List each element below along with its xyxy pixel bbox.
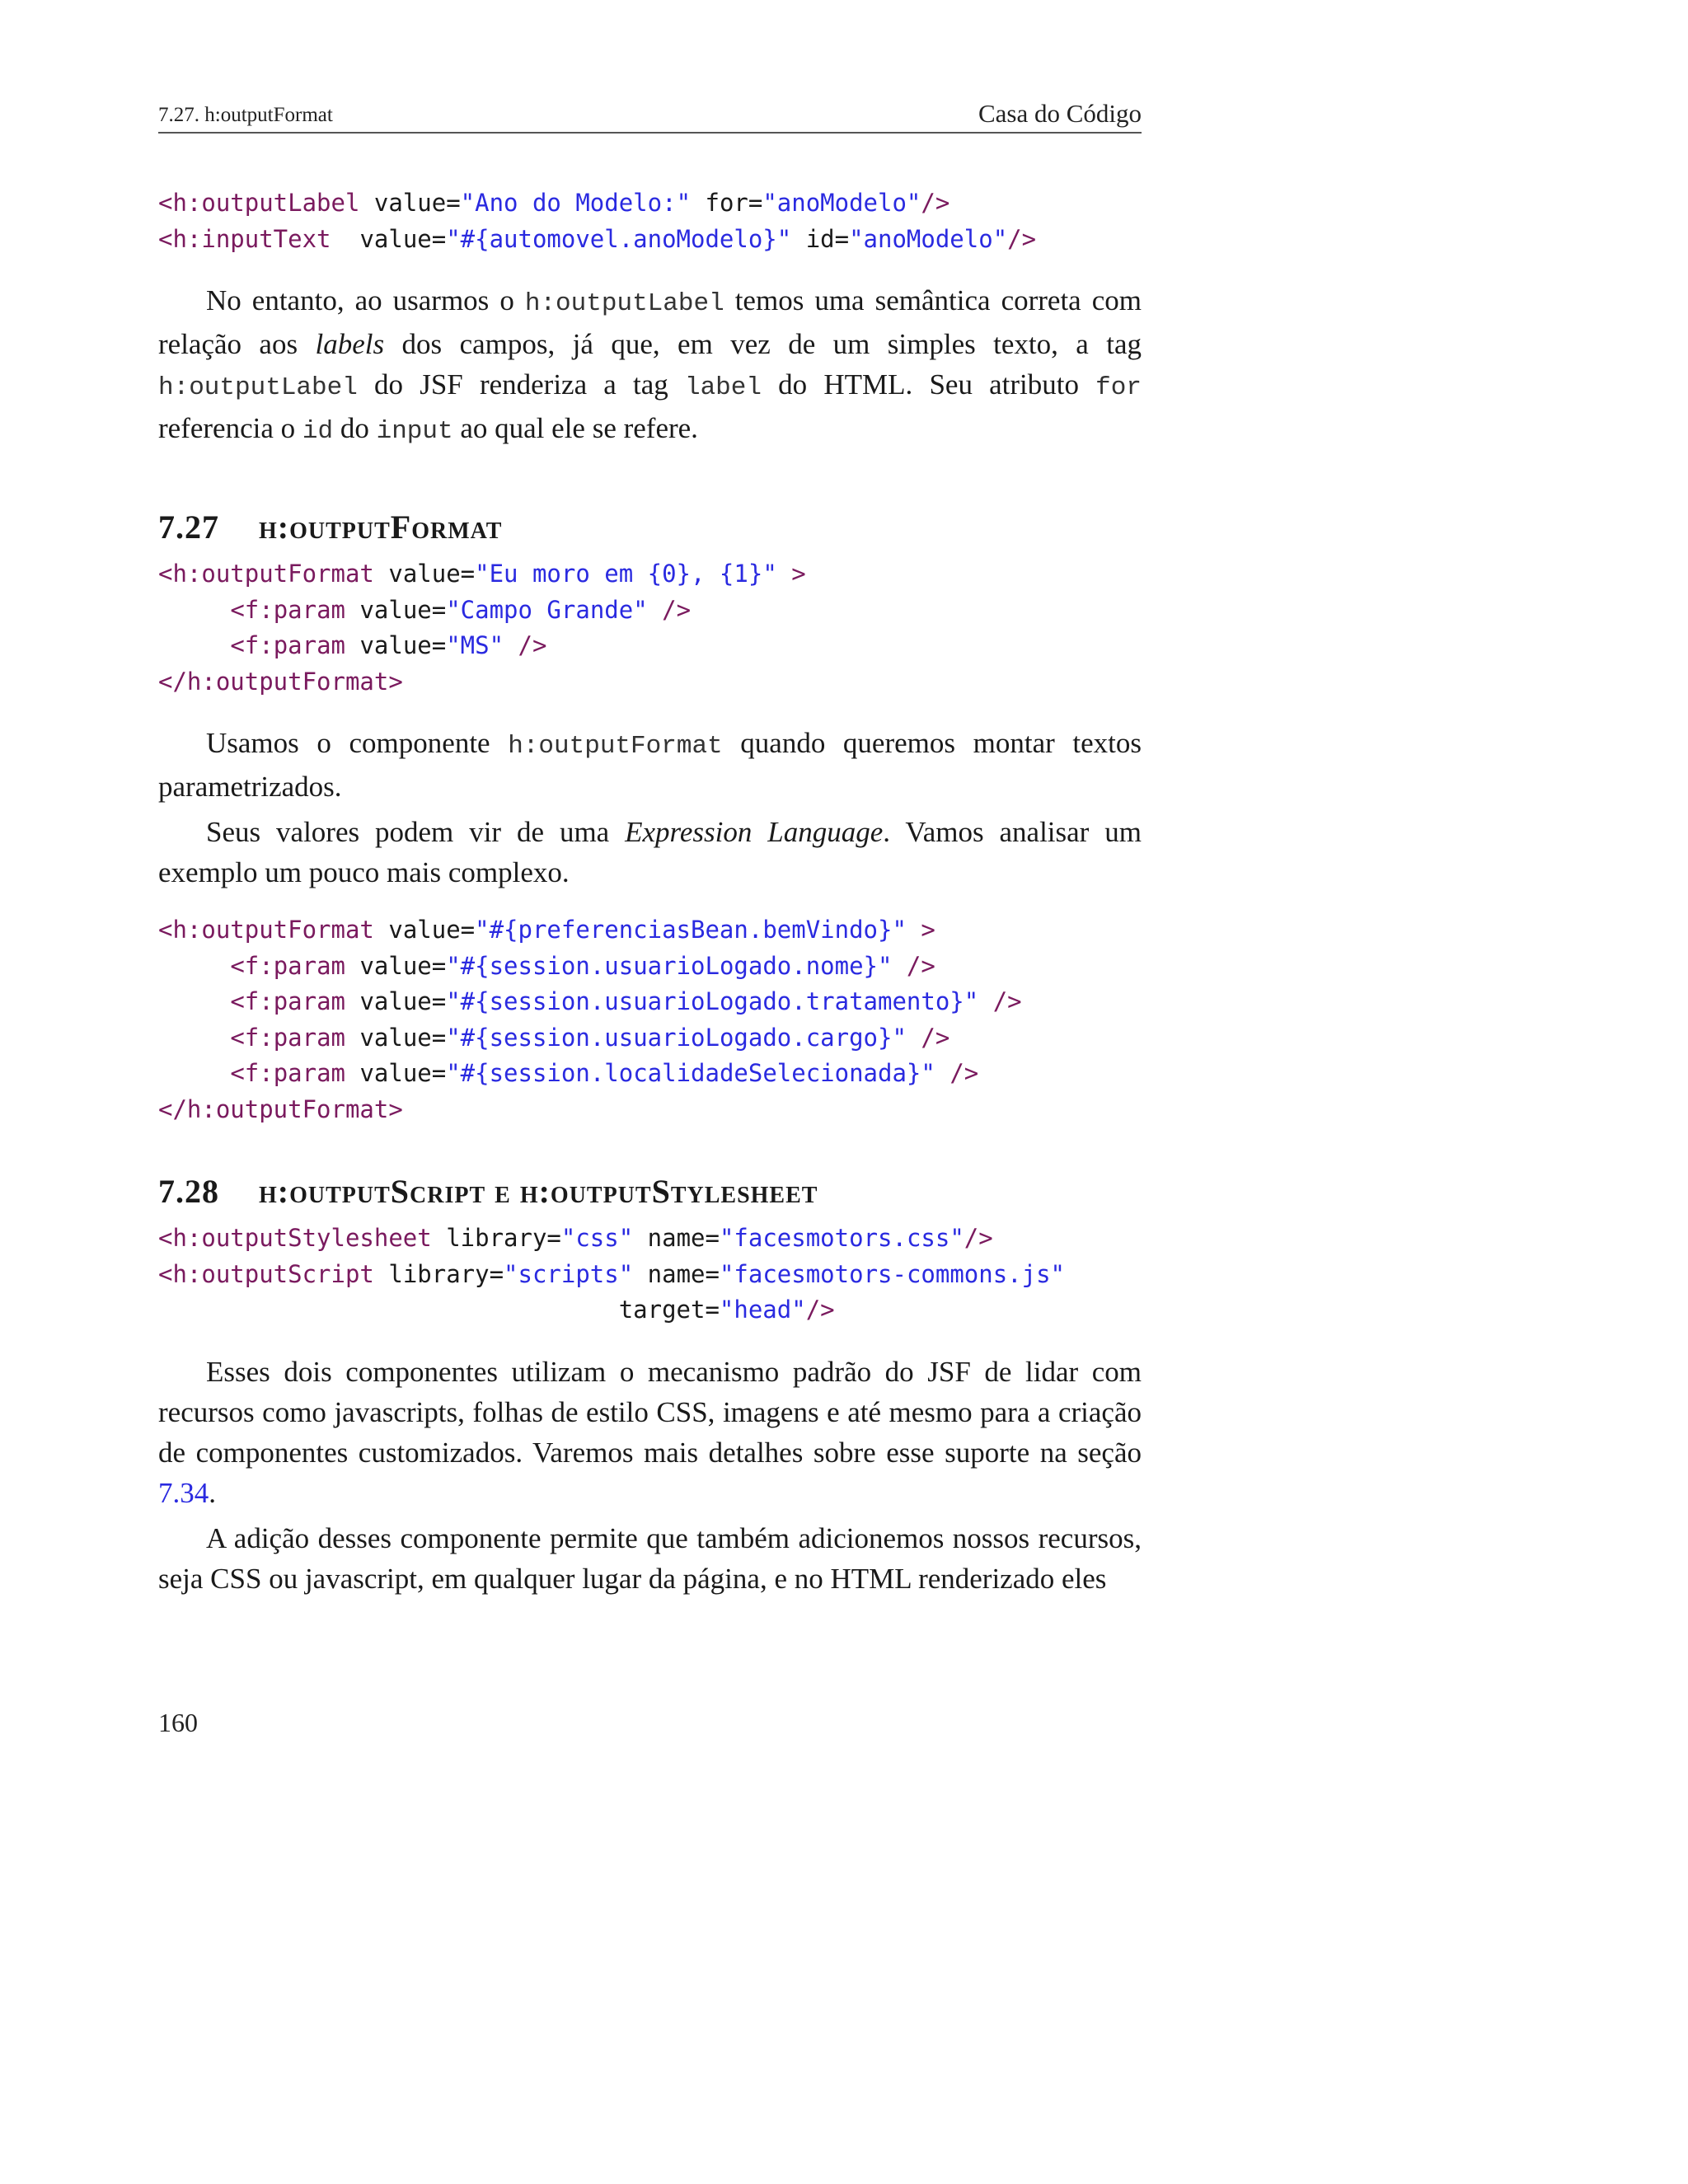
code-token: /> xyxy=(662,595,692,624)
paragraph-output-format-intro: Usamos o componente h:outputFormat quando queremos montar textos parametrizados. xyxy=(158,727,1142,803)
code-block-output-script xyxy=(158,1221,1142,1329)
inline-code: h:outputLabel xyxy=(524,289,724,318)
code-token: value= xyxy=(359,951,447,980)
code-token: /> xyxy=(805,1296,835,1324)
emphasis: labels xyxy=(315,328,385,360)
section-reference-link[interactable]: 7.34 xyxy=(158,1476,209,1509)
code-token: id= xyxy=(805,224,850,253)
code-token: /> xyxy=(950,1059,979,1087)
code-token: <f:param xyxy=(230,951,360,980)
inline-code: input xyxy=(376,417,453,446)
code-token: value= xyxy=(359,1023,447,1052)
code-token: target= xyxy=(618,1296,720,1324)
code-block-output-format xyxy=(158,556,1142,700)
code-line xyxy=(158,1095,403,1123)
inline-code: id xyxy=(302,417,334,446)
running-header-section: 7.27. h:outputFormat xyxy=(158,104,333,126)
code-token: value= xyxy=(359,595,447,624)
code-token: "Eu moro em {0}, {1}" xyxy=(475,560,792,588)
code-token: "MS" xyxy=(446,631,518,659)
paragraph-resources-placement: A adição desses componente permite que também adicionemos nossos recursos, seja CSS ou javascript, em qualquer lugar da página, e no HTML renderizado eles xyxy=(158,1521,1142,1595)
code-token: "scripts" xyxy=(504,1259,648,1288)
code-token: value= xyxy=(359,224,447,253)
page-content xyxy=(158,185,1142,1599)
code-token: > xyxy=(791,560,806,588)
code-token: "#{session.usuarioLogado.nome}" xyxy=(446,951,907,980)
code-token: /> xyxy=(964,1224,993,1252)
code-token: "css" xyxy=(560,1224,648,1252)
code-token: for= xyxy=(705,189,763,217)
code-token xyxy=(158,596,230,624)
code-line xyxy=(158,1296,835,1324)
code-token: "#{automovel.anoModelo}" xyxy=(446,224,806,253)
code-token: "Campo Grande" xyxy=(446,595,663,624)
code-token: <h:outputFormat xyxy=(158,560,389,588)
code-token: "#{preferenciasBean.bemVindo}" xyxy=(475,916,921,944)
code-line xyxy=(158,225,1036,253)
code-token: "#{session.localidadeSelecionada}" xyxy=(446,1059,950,1087)
paragraph-output-label: No entanto, ao usarmos o h:outputLabel temos uma semântica correta com relação aos labels dos campos, já que, em vez de um simples texto, a tag h:outputLabel do JSF renderiza a tag label do HTML. Seu atributo for referencia o id do input ao qual ele se refere. xyxy=(158,284,1142,446)
inline-code: for xyxy=(1095,373,1142,402)
section-number: 7.27 xyxy=(158,509,219,546)
running-header-publisher: Casa do Código xyxy=(978,99,1142,128)
code-line xyxy=(158,596,691,624)
code-token: library= xyxy=(446,1224,561,1252)
code-line xyxy=(158,189,950,217)
inline-code: label xyxy=(684,373,762,402)
code-token: /> xyxy=(921,189,950,217)
code-token: /> xyxy=(921,1023,950,1052)
section-heading-7-28 xyxy=(158,1172,1142,1211)
code-line xyxy=(158,952,935,980)
code-token xyxy=(158,987,230,1015)
code-line xyxy=(158,916,935,944)
code-token: <f:param xyxy=(230,987,360,1015)
code-token: > xyxy=(921,916,935,944)
section-heading-7-27 xyxy=(158,508,1142,546)
code-block-output-format-el xyxy=(158,912,1142,1127)
code-token: "#{session.usuarioLogado.cargo}" xyxy=(446,1023,921,1052)
code-token: value= xyxy=(388,560,476,588)
code-line xyxy=(158,668,403,696)
code-token: "#{session.usuarioLogado.tratamento}" xyxy=(446,987,993,1015)
code-line xyxy=(158,1059,978,1087)
code-token: </h:outputFormat> xyxy=(158,667,403,696)
code-block-output-label xyxy=(158,185,1142,257)
page-number: 160 xyxy=(158,1708,198,1737)
code-token: /> xyxy=(906,951,935,980)
code-token: library= xyxy=(388,1259,504,1288)
inline-code: h:outputLabel xyxy=(158,373,358,402)
code-token: value= xyxy=(359,987,447,1015)
code-line xyxy=(158,1024,950,1052)
code-token: <h:inputText xyxy=(158,224,360,253)
code-token: <h:outputFormat xyxy=(158,916,389,944)
code-token: "facesmotors.css" xyxy=(719,1224,964,1252)
code-token: name= xyxy=(647,1259,720,1288)
code-token: /> xyxy=(992,987,1022,1015)
paragraph-resources: Esses dois componentes utilizam o mecanismo padrão do JSF de lidar com recursos como javascripts, folhas de estilo CSS, imagens e até mesmo para a criação de componentes customizados. Varemos mais detalhes sobre esse suporte na seção 7.34. xyxy=(158,1355,1142,1509)
code-token: value= xyxy=(373,189,461,217)
code-token: </h:outputFormat> xyxy=(158,1094,403,1123)
code-token xyxy=(158,1059,230,1087)
code-token: value= xyxy=(388,916,476,944)
section-number: 7.28 xyxy=(158,1173,219,1210)
code-token xyxy=(158,1296,619,1324)
section-title: h:outputScript e h:outputStylesheet xyxy=(259,1173,818,1210)
code-token: <h:outputStylesheet xyxy=(158,1224,447,1252)
code-token: value= xyxy=(359,631,447,659)
code-token: <f:param xyxy=(230,595,360,624)
code-token: "anoModelo" xyxy=(762,189,921,217)
inline-code: h:outputFormat xyxy=(508,732,723,761)
code-token: <h:outputScript xyxy=(158,1259,389,1288)
code-token: "anoModelo" xyxy=(849,224,1008,253)
code-token xyxy=(158,952,230,980)
code-token: /> xyxy=(1007,224,1037,253)
code-line xyxy=(158,1224,993,1252)
code-line xyxy=(158,560,806,588)
code-line xyxy=(158,987,1022,1015)
code-token: "Ano do Modelo:" xyxy=(460,189,706,217)
code-token: /> xyxy=(518,631,547,659)
code-token: <f:param xyxy=(230,631,360,659)
code-line xyxy=(158,1260,1065,1288)
section-title: h:outputFormat xyxy=(259,509,503,546)
code-token: "head" xyxy=(719,1296,806,1324)
emphasis: Expression Language xyxy=(625,816,884,848)
code-token xyxy=(158,631,230,659)
code-token: <f:param xyxy=(230,1023,360,1052)
code-token xyxy=(158,1024,230,1052)
code-line xyxy=(158,631,546,659)
code-token: <h:outputLabel xyxy=(158,189,374,217)
code-token: "facesmotors-commons.js" xyxy=(719,1259,1065,1288)
paragraph-expression-language: Seus valores podem vir de uma Expression Language. Vamos analisar um exemplo um pouco mais complexo. xyxy=(158,816,1142,888)
code-token: value= xyxy=(359,1059,447,1087)
code-token: name= xyxy=(647,1224,720,1252)
running-header xyxy=(158,97,1142,134)
code-token: <f:param xyxy=(230,1059,360,1087)
